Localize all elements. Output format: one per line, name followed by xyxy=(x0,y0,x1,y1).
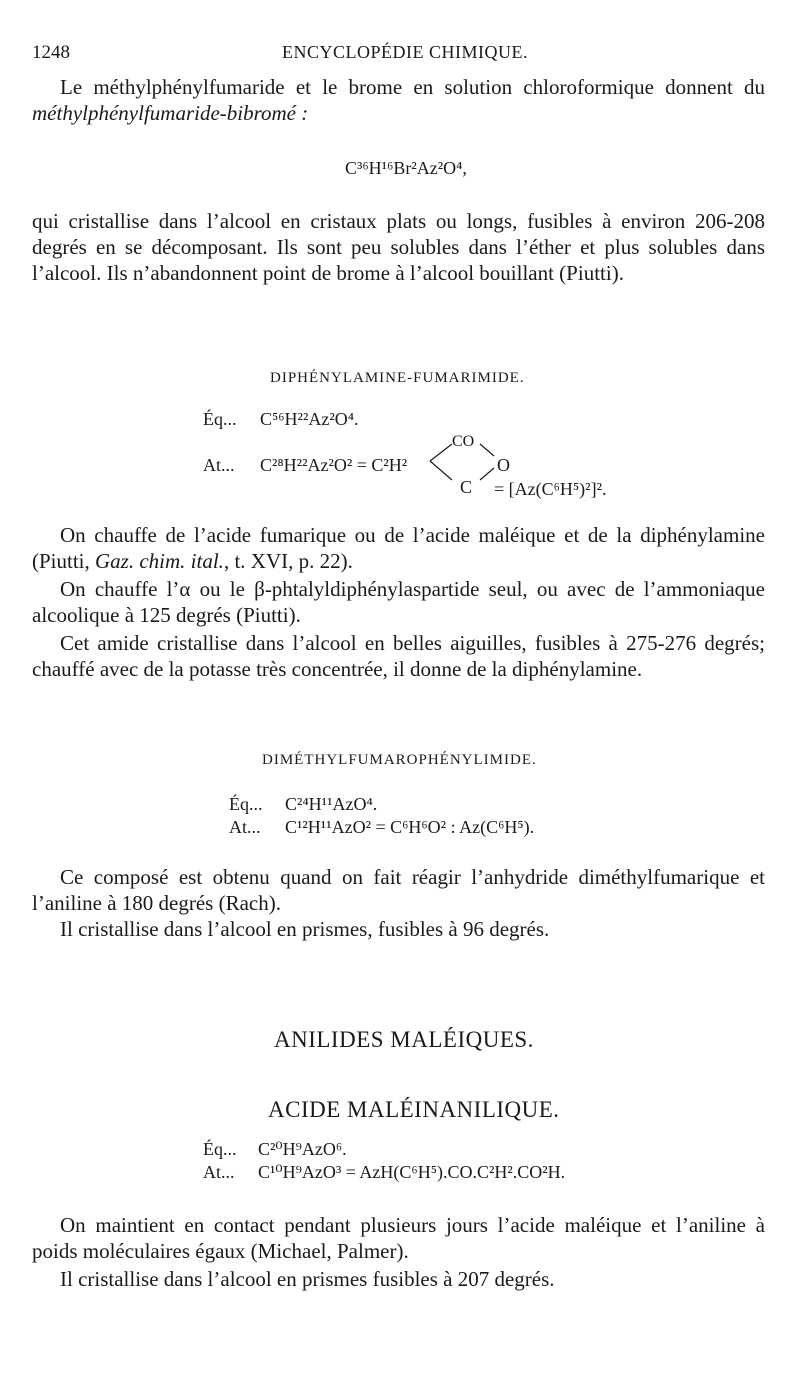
paragraph-9: Il cristallise dans l’alcool en prismes fusibles à 207 degrés. xyxy=(60,1267,555,1291)
paragraph-5: Cet amide cristallise dans l’alcool en belles aiguilles, fusibles à 275-276 degrés; chauffé avec de la potasse très concentrée, il donne de la diphénylamine. xyxy=(32,631,765,681)
formula-bibromide: C³⁶H¹⁶Br²Az²O⁴, xyxy=(345,158,467,178)
oxygen-atom: O xyxy=(497,455,510,475)
at-label-1: At... xyxy=(203,455,235,475)
eq-label-2: Éq... xyxy=(229,794,263,814)
compound-name-italic: méthylphénylfumaride-bibromé : xyxy=(32,101,309,125)
heading-acide-maleinanilique: ACIDE MALÉINANILIQUE. xyxy=(268,1097,560,1122)
eq-formula-3: C²⁰H⁹AzO⁶. xyxy=(258,1139,347,1159)
at-formula-1: C²⁸H²²Az²O² = C²H² xyxy=(260,455,408,475)
carbon-atom: C xyxy=(460,477,473,497)
journal-reference: Gaz. chim. ital. xyxy=(95,549,224,573)
section-title-dimethylfumarophenylimide: DIMÉTHYLFUMAROPHÉNYLIMIDE. xyxy=(262,752,537,768)
paragraph-3-end: , t. XVI, p. 22). xyxy=(223,549,353,573)
paragraph-4: On chauffe l’α ou le β-phtalyldiphénylaspartide seul, ou avec de l’ammoniaque alcoolique à 125 degrés (Piutti). xyxy=(32,577,765,627)
paragraph-3 xyxy=(32,522,765,574)
running-title: ENCYCLOPÉDIE CHIMIQUE. xyxy=(282,42,528,62)
paragraph-2: qui cristallise dans l’alcool en cristaux plats ou longs, fusibles à environ 206-208 degrés en se décomposant. Ils sont peu solubles dans l’éther et plus solubles dans l’alcool. Ils n’abandonnent point de brome à l’alcool bouillant (Piutti). xyxy=(32,209,765,285)
section-title-diphenylamine-fumarimide: DIPHÉNYLAMINE-FUMARIMIDE. xyxy=(270,370,525,386)
eq-formula-1: C⁵⁶H²²Az²O⁴. xyxy=(260,409,359,429)
at-formula-2: C¹²H¹¹AzO² = C⁶H⁶O² : Az(C⁶H⁵). xyxy=(285,817,535,837)
eq-label-3: Éq... xyxy=(203,1139,237,1159)
heading-anilides-maleiques: ANILIDES MALÉIQUES. xyxy=(274,1027,534,1052)
paragraph-1 xyxy=(32,74,765,126)
eq-label-1: Éq... xyxy=(203,409,237,429)
paragraph-3-text: On chauffe de l’acide fumarique ou de l’acide maléique et de la diphénylamine (Piutti, xyxy=(32,523,765,573)
at-label-3: At... xyxy=(203,1162,235,1182)
diphenylamine-group: = [Az(C⁶H⁵)²]². xyxy=(494,479,607,499)
co-group: CO xyxy=(452,433,475,450)
paragraph-1-text: Le méthylphénylfumaride et le brome en solution chloroformique donnent du xyxy=(60,75,765,99)
paragraph-6: Ce composé est obtenu quand on fait réagir l’anhydride diméthylfumarique et l’aniline à 180 degrés (Rach). xyxy=(32,865,765,915)
paragraph-8: On maintient en contact pendant plusieurs jours l’acide maléique et l’aniline à poids moléculaires égaux (Michael, Palmer). xyxy=(32,1213,765,1263)
page-number: 1248 xyxy=(32,42,70,63)
at-label-2: At... xyxy=(229,817,261,837)
paragraph-7: Il cristallise dans l’alcool en prismes, fusibles à 96 degrés. xyxy=(60,917,550,941)
eq-formula-2: C²⁴H¹¹AzO⁴. xyxy=(285,794,378,814)
at-formula-3: C¹⁰H⁹AzO³ = AzH(C⁶H⁵).CO.C²H².CO²H. xyxy=(258,1162,566,1182)
